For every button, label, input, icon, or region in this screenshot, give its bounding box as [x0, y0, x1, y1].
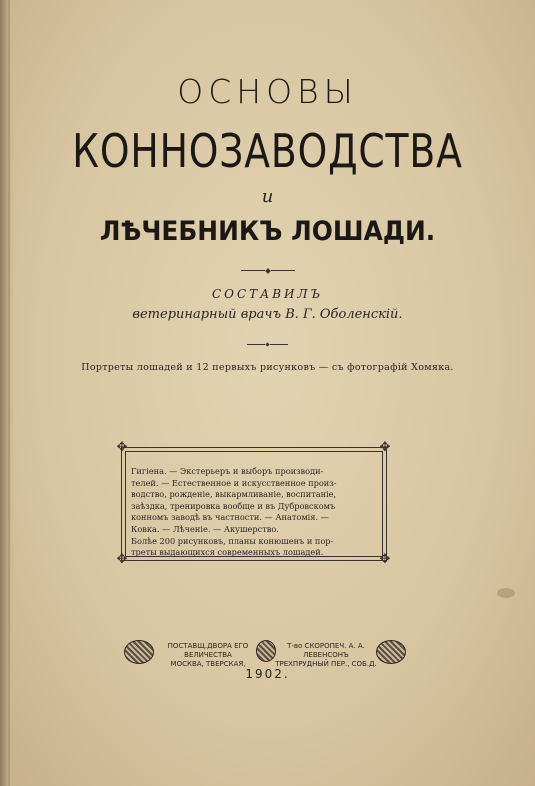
corner-ornament: ✥: [116, 440, 128, 455]
corner-ornament: ✥: [379, 552, 391, 567]
publication-year: 1902.: [245, 667, 290, 681]
publisher-left: [156, 642, 260, 669]
title-line-1: ОСНОВЫ: [177, 72, 358, 111]
contents-line: водство, рожденіе, выкармливаніе, воспитаніе,: [131, 489, 337, 500]
contents-summary: [131, 466, 375, 559]
printer-emblem-icon: [376, 640, 406, 664]
contents-line: заѣздка, тренировка вообще и въ Дубровскомъ: [131, 500, 336, 511]
title-line-2: КОННОЗАВОДСТВА: [72, 124, 463, 178]
contents-line: телей. — Естественное и искусственное произ-: [131, 477, 337, 488]
illustrations-note: Портреты лошадей и 12 первыхъ рисунковъ — съ фотографій Хомяка.: [81, 362, 454, 373]
contents-line: конномъ заводѣ въ частности. — Анатомія. —: [131, 512, 329, 523]
publisher-right-line: Т-во СКОРОПЕЧ. А. А. ЛЕВЕНСОНЪ: [287, 642, 365, 659]
imperial-emblem-icon: [124, 640, 154, 664]
title-conjunction: и: [261, 186, 274, 207]
publisher-block: [124, 638, 404, 668]
title-line-3: ЛѢЧЕБНИКЪ ЛОШАДИ.: [99, 216, 436, 247]
author-name: ветеринарный врачъ В. Г. Оболенскій.: [132, 307, 403, 322]
crest-icon: [256, 640, 276, 662]
composed-by-label: СОСТАВИЛЪ: [211, 287, 324, 301]
publisher-left-line: ПОСТАВЩ.ДВОРА ЕГО ВЕЛИЧЕСТВА: [167, 642, 249, 659]
publisher-left-line: МОСКВА, ТВЕРСКАЯ,: [170, 660, 246, 668]
ornament-divider: [0, 265, 535, 276]
publisher-right: [274, 642, 378, 669]
contents-line: Ковка. — Лѣченіе. — Акушерство.: [131, 523, 279, 534]
contents-line: треты выдающихся современныхъ лошадей.: [131, 547, 324, 558]
contents-line: Болѣе 200 рисунковъ, планы конюшенъ и пор-: [131, 535, 334, 546]
contents-line: Гигіена. — Экстерьеръ и выборъ производи-: [131, 466, 324, 476]
paper-stain: [497, 588, 515, 598]
ornament-divider: [0, 339, 535, 350]
publisher-right-line: ТРЕХПРУДНЫЙ ПЕР., СОБ.Д.: [275, 660, 377, 668]
corner-ornament: ✥: [379, 440, 391, 455]
corner-ornament: ✥: [116, 552, 128, 567]
